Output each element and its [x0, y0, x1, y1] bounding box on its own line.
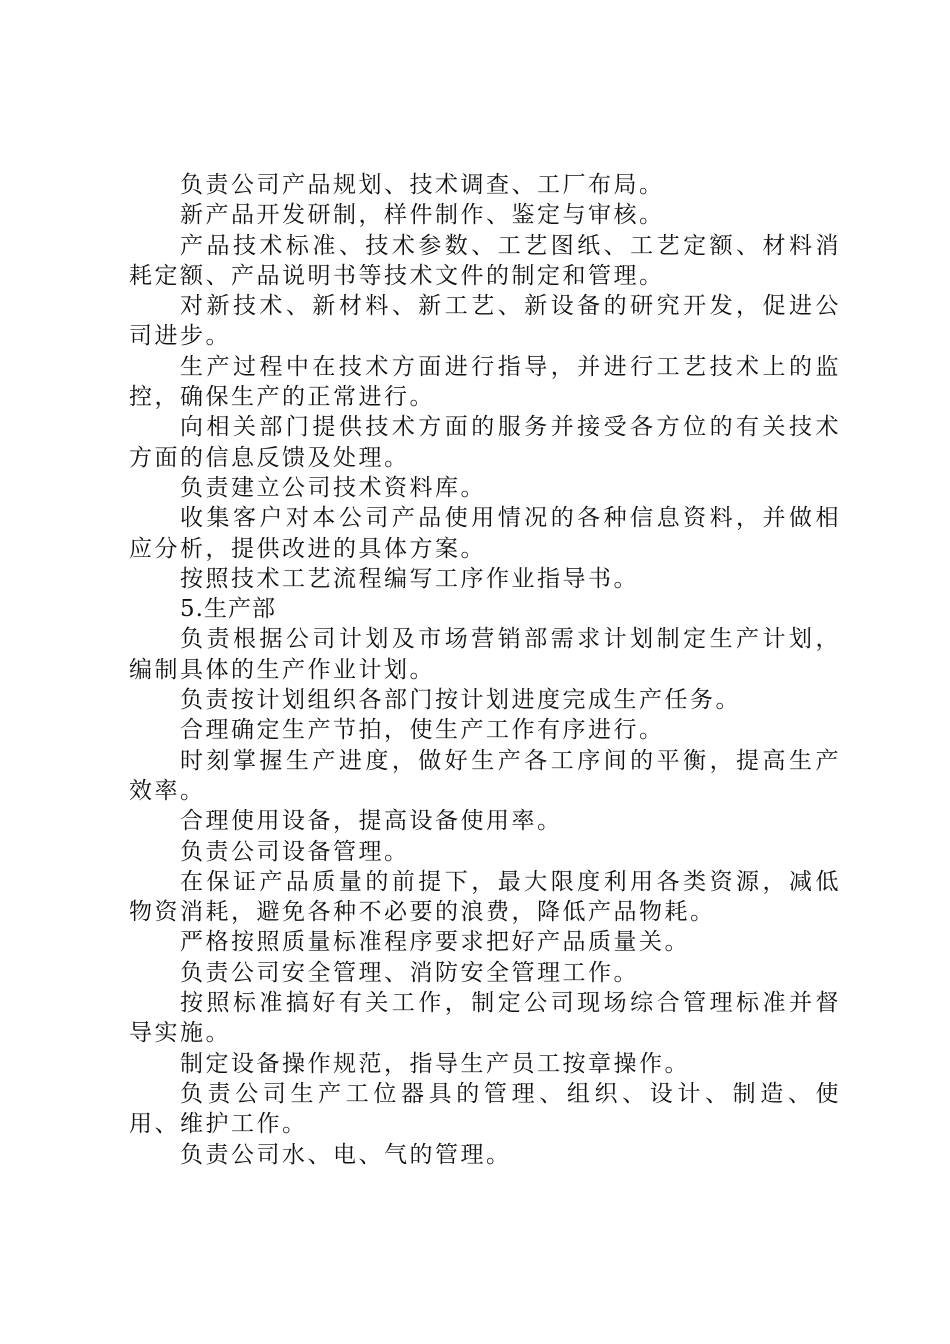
paragraph: 负责按计划组织各部门按计划进度完成生产任务。 — [180, 687, 741, 714]
paragraph: 时刻掌握生产进度，做好生产各工序间的平衡，提高生产效率。 — [129, 747, 841, 804]
paragraph: 收集客户对本公司产品使用情况的各种信息资料，并做相应分析，提供改进的具体方案。 — [129, 505, 841, 562]
paragraph: 负责公司安全管理、消防安全管理工作。 — [180, 959, 639, 986]
section-heading: 5.生产部 — [180, 596, 276, 623]
paragraph: 负责根据公司计划及市场营销部需求计划制定生产计划，编制具体的生产作业计划。 — [129, 626, 841, 683]
paragraph: 负责公司水、电、气的管理。 — [180, 1141, 512, 1168]
paragraph: 生产过程中在技术方面进行指导，并进行工艺技术上的监控，确保生产的正常进行。 — [129, 353, 841, 411]
paragraph: 在保证产品质量的前提下，最大限度利用各类资源，减低物资消耗，避免各种不必要的浪费，降低产品物耗。 — [129, 868, 841, 926]
paragraph: 新产品开发研制，样件制作、鉴定与审核。 — [180, 202, 665, 229]
paragraph: 负责公司设备管理。 — [180, 838, 410, 865]
paragraph: 产品技术标准、技术参数、工艺图纸、工艺定额、材料消耗定额、产品说明书等技术文件的制定和管理。 — [129, 232, 841, 289]
paragraph: 对新技术、新材料、新工艺、新设备的研究开发，促进公司进步。 — [129, 293, 841, 350]
paragraph: 按照技术工艺流程编写工序作业指导书。 — [180, 565, 639, 592]
paragraph: 严格按照质量标准程序要求把好产品质量关。 — [180, 929, 690, 956]
paragraph: 负责公司产品规划、技术调查、工厂布局。 — [180, 172, 665, 198]
paragraph: 负责公司生产工位器具的管理、组织、设计、制造、使用、维护工作。 — [129, 1080, 841, 1138]
paragraph: 制定设备操作规范，指导生产员工按章操作。 — [180, 1050, 690, 1077]
paragraph: 向相关部门提供技术方面的服务并接受各方位的有关技术方面的信息反馈及处理。 — [129, 414, 841, 471]
paragraph: 合理确定生产节拍，使生产工作有序进行。 — [180, 717, 665, 744]
document-body — [129, 170, 841, 1170]
paragraph: 合理使用设备，提高设备使用率。 — [180, 808, 563, 835]
paragraph: 负责建立公司技术资料库。 — [180, 474, 486, 501]
paragraph: 按照标准搞好有关工作，制定公司现场综合管理标准并督导实施。 — [129, 990, 841, 1047]
